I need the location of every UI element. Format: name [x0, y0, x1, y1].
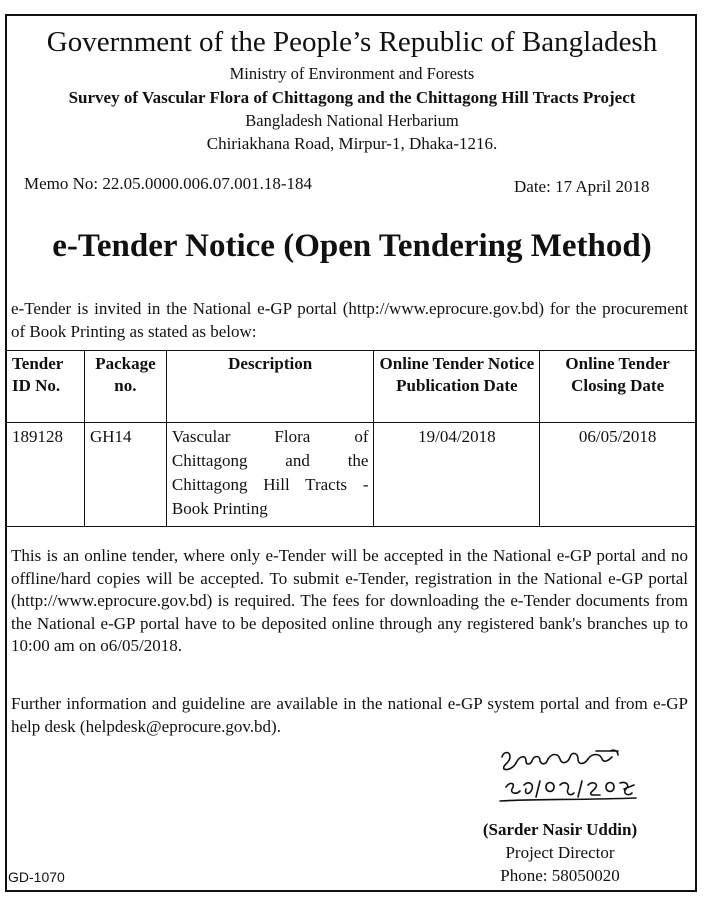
- header-package: Package no.: [84, 351, 166, 423]
- cell-closing-date: 06/05/2018: [540, 423, 696, 527]
- header-publication-date: Online Tender Notice Publication Date: [374, 351, 540, 423]
- cell-description: Vascular Flora of Chittagong and the Chittagong Hill Tracts - Book Printing: [166, 423, 374, 527]
- tender-table: [6, 350, 696, 527]
- footer-code: GD-1070: [8, 869, 65, 885]
- signer-designation: Project Director: [505, 843, 615, 862]
- table-header-row: [7, 351, 696, 423]
- header-tender-id: Tender ID No.: [7, 351, 85, 423]
- address-line: Chiriakhana Road, Mirpur-1, Dhaka-1216.: [206, 134, 498, 153]
- handwritten-signature: [492, 745, 642, 807]
- office-line: Bangladesh National Herbarium: [245, 111, 459, 130]
- cell-package: GH14: [84, 423, 166, 527]
- memo-number: Memo No: 22.05.0000.006.07.001.18-184: [24, 174, 313, 193]
- header-description: Description: [166, 351, 374, 423]
- notice-title: e-Tender Notice (Open Tendering Method): [52, 228, 652, 264]
- signer-phone: Phone: 58050020: [500, 866, 620, 885]
- further-info-paragraph: Further information and guideline are available in the national e-GP system portal and from e-GP help desk (helpdesk@eprocure.gov.bd).: [11, 694, 688, 736]
- memo-date: Date: 17 April 2018: [514, 177, 650, 196]
- table-row: [7, 423, 696, 527]
- ministry-line: Ministry of Environment and Forests: [229, 64, 475, 83]
- submission-paragraph: This is an online tender, where only e-Tender will be accepted in the National e-GP portal and no offline/hard copies will be accepted. To submit e-Tender, registration in the National e-GP portal (http://www.eprocure.gov.bd) is required. The fees for downloading the e-Tender documents from the National e-GP portal have to be deposited online through any registered bank's branches up to 10:00 am on o6/05/2018.: [11, 546, 688, 655]
- intro-paragraph: e-Tender is invited in the National e-GP portal (http://www.eprocure.gov.bd) for the procurement of Book Printing as stated as below:: [11, 299, 688, 341]
- government-heading: Government of the People’s Republic of Bangladesh: [46, 26, 658, 58]
- cell-tender-id: 189128: [7, 423, 85, 527]
- header-closing-date: Online Tender Closing Date: [540, 351, 696, 423]
- signer-name: (Sarder Nasir Uddin): [482, 820, 638, 839]
- project-line: Survey of Vascular Flora of Chittagong and the Chittagong Hill Tracts Project: [68, 88, 636, 107]
- cell-publication-date: 19/04/2018: [374, 423, 540, 527]
